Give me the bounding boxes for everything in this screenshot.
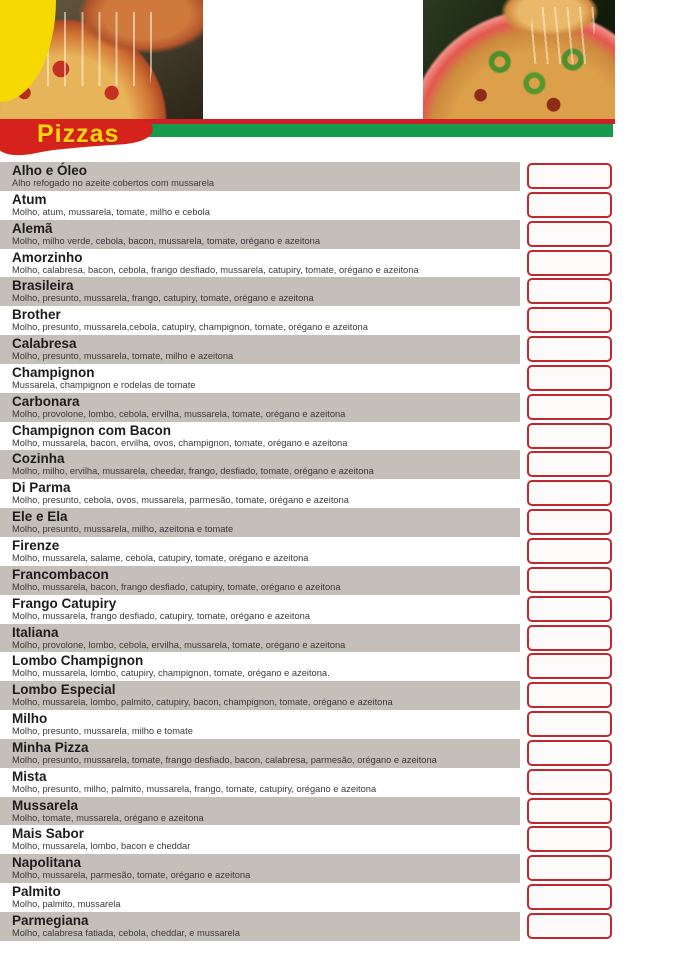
item-description: Mussarela, champignon e rodelas de tomate: [12, 379, 196, 390]
menu-item-row: [0, 364, 678, 393]
menu-item-row: [0, 537, 678, 566]
price-box: [527, 625, 612, 651]
menu-item-row: [0, 335, 678, 364]
menu-item-row: [0, 739, 678, 768]
price-box: [527, 596, 612, 622]
price-box: [527, 509, 612, 535]
item-name: Francombacon: [12, 566, 109, 582]
item-name: Milho: [12, 711, 48, 727]
item-description: Alho refogado no azeite cobertos com mussarela: [12, 178, 215, 188]
item-name: Mussarela: [12, 797, 79, 813]
menu-list: [0, 162, 678, 941]
header-photo-collage: [0, 0, 615, 119]
menu-item-row: [0, 566, 678, 595]
item-name: Napolitana: [12, 855, 82, 871]
section-title: Pizzas: [37, 120, 120, 148]
item-description: Molho, presunto, mussarela, milho, azeitona e tomate: [12, 524, 234, 535]
menu-item-row: [0, 162, 678, 191]
price-box: [527, 394, 612, 420]
item-description: Molho, calabresa, bacon, cebola, frango desfiado, mussarela, catupiry, tomate, orégano e azeitona: [12, 264, 419, 275]
section-banner: [0, 116, 162, 160]
item-name: Carbonara: [12, 393, 80, 409]
item-name: Di Parma: [12, 480, 71, 496]
price-box: [527, 711, 612, 737]
item-description: Molho, mussarela, bacon, frango desfiado, catupiry, tomate, orégano e azeitona: [12, 581, 341, 592]
item-name: Mais Sabor: [12, 826, 85, 842]
price-box: [527, 336, 612, 362]
item-description: Molho, atum, mussarela, tomate, milho e cebola: [12, 206, 210, 217]
item-description: Molho, mussarela, frango desfiado, catupiry, tomate, orégano e azeitona: [12, 610, 311, 621]
item-name: Amorzinho: [12, 249, 83, 265]
menu-item-row: [0, 912, 678, 941]
item-name: Frango Catupiry: [12, 595, 117, 611]
item-name: Brother: [12, 307, 61, 323]
menu-item-row: [0, 191, 678, 220]
item-name: Mista: [12, 768, 47, 784]
item-description: Molho, mussarela, bacon, ervilha, ovos, champignon, tomate, orégano e azeitona: [12, 437, 348, 448]
item-description: Molho, mussarela, lombo, catupiry, champignon, tomate, orégano e azeitona.: [12, 668, 330, 679]
item-name: Champignon: [12, 364, 95, 380]
menu-item-row: [0, 306, 678, 335]
item-name: Minha Pizza: [12, 739, 89, 755]
item-name: Calabresa: [12, 336, 77, 352]
price-box: [527, 423, 612, 449]
price-box: [527, 567, 612, 593]
menu-item-row: [0, 422, 678, 451]
item-name: Alho e Óleo: [12, 163, 88, 178]
item-description: Molho, provolone, lombo, cebola, ervilha, mussarela, tomate, orégano e azeitona: [12, 639, 346, 650]
price-box: [527, 884, 612, 910]
menu-item-row: [0, 710, 678, 739]
item-description: Molho, palmito, mussarela: [12, 899, 121, 910]
item-description: Molho, mussarela, lombo, bacon e cheddar: [12, 841, 191, 852]
item-description: Molho, presunto, mussarela, milho e tomate: [12, 726, 193, 737]
price-box: [527, 250, 612, 276]
item-name: Firenze: [12, 537, 60, 553]
menu-item-row: [0, 681, 678, 710]
item-description: Molho, mussarela, parmesão, tomate, orégano e azeitona: [12, 870, 251, 881]
price-box: [527, 163, 612, 189]
price-box: [527, 913, 612, 939]
item-name: Parmegiana: [12, 912, 89, 928]
item-description: Molho, presunto, mussarela, tomate, milho e azeitona: [12, 351, 234, 362]
menu-item-row: [0, 624, 678, 653]
item-description: Molho, mussarela, lombo, palmito, catupiry, bacon, champignon, tomate, orégano e azeitona: [12, 697, 393, 708]
pizza-closeup-photo: [423, 0, 615, 119]
pizza-mushrooms-tomatoes-photo: [203, 0, 423, 119]
price-box: [527, 740, 612, 766]
price-box: [527, 682, 612, 708]
item-name: Alemã: [12, 220, 53, 236]
menu-item-row: [0, 277, 678, 306]
item-name: Lombo Champignon: [12, 653, 144, 669]
price-box: [527, 855, 612, 881]
item-description: Molho, tomate, mussarela, orégano e azeitona: [12, 812, 204, 823]
price-box: [527, 653, 612, 679]
menu-item-row: [0, 479, 678, 508]
menu-item-row: [0, 393, 678, 422]
item-description: Molho, presunto, cebola, ovos, mussarela, parmesão, tomate, orégano e azeitona: [12, 495, 349, 506]
item-name: Palmito: [12, 884, 61, 900]
menu-item-row: [0, 249, 678, 278]
price-box: [527, 798, 612, 824]
price-box: [527, 192, 612, 218]
menu-item-row: [0, 797, 678, 826]
item-description: Molho, presunto, mussarela, tomate, frango desfiado, bacon, calabresa, parmesão, orégano e azeitona: [12, 754, 437, 765]
item-description: Molho, presunto, mussarela,cebola, catupiry, champignon, tomate, orégano e azeitona: [12, 322, 368, 333]
item-description: Molho, calabresa fatiada, cebola, cheddar, e mussarela: [12, 927, 240, 938]
item-description: Molho, mussarela, salame, cebola, catupiry, tomate, orégano e azeitona: [12, 552, 309, 563]
menu-item-row: [0, 883, 678, 912]
menu-item-row: [0, 854, 678, 883]
item-description: Molho, milho verde, cebola, bacon, mussarela, tomate, orégano e azeitona: [12, 235, 321, 246]
item-description: Molho, presunto, milho, palmito, mussarela, frango, tomate, catupiry, orégano e azeitona: [12, 783, 377, 794]
item-name: Italiana: [12, 624, 59, 640]
menu-item-row: [0, 508, 678, 537]
price-box: [527, 826, 612, 852]
item-description: Molho, milho, ervilha, mussarela, cheedar, frango, desfiado, tomate, orégano e azeitona: [12, 466, 374, 477]
item-name: Lombo Especial: [12, 682, 116, 698]
item-name: Cozinha: [12, 451, 65, 467]
menu-item-row: [0, 652, 678, 681]
price-box: [527, 480, 612, 506]
item-name: Brasileira: [12, 278, 74, 294]
menu-item-row: [0, 825, 678, 854]
menu-item-row: [0, 450, 678, 479]
menu-item-row: [0, 768, 678, 797]
price-box: [527, 538, 612, 564]
item-name: Champignon com Bacon: [12, 422, 172, 438]
menu-item-row: [0, 595, 678, 624]
price-box: [527, 451, 612, 477]
price-box: [527, 221, 612, 247]
price-box: [527, 307, 612, 333]
price-box: [527, 278, 612, 304]
price-box: [527, 769, 612, 795]
price-box: [527, 365, 612, 391]
item-description: Molho, presunto, mussarela, frango, catupiry, tomate, orégano e azeitona: [12, 293, 314, 304]
item-name: Ele e Ela: [12, 509, 68, 525]
menu-item-row: [0, 220, 678, 249]
item-description: Molho, provolone, lombo, cebola, ervilha, mussarela, tomate, orégano e azeitona: [12, 408, 346, 419]
item-name: Atum: [12, 191, 47, 207]
